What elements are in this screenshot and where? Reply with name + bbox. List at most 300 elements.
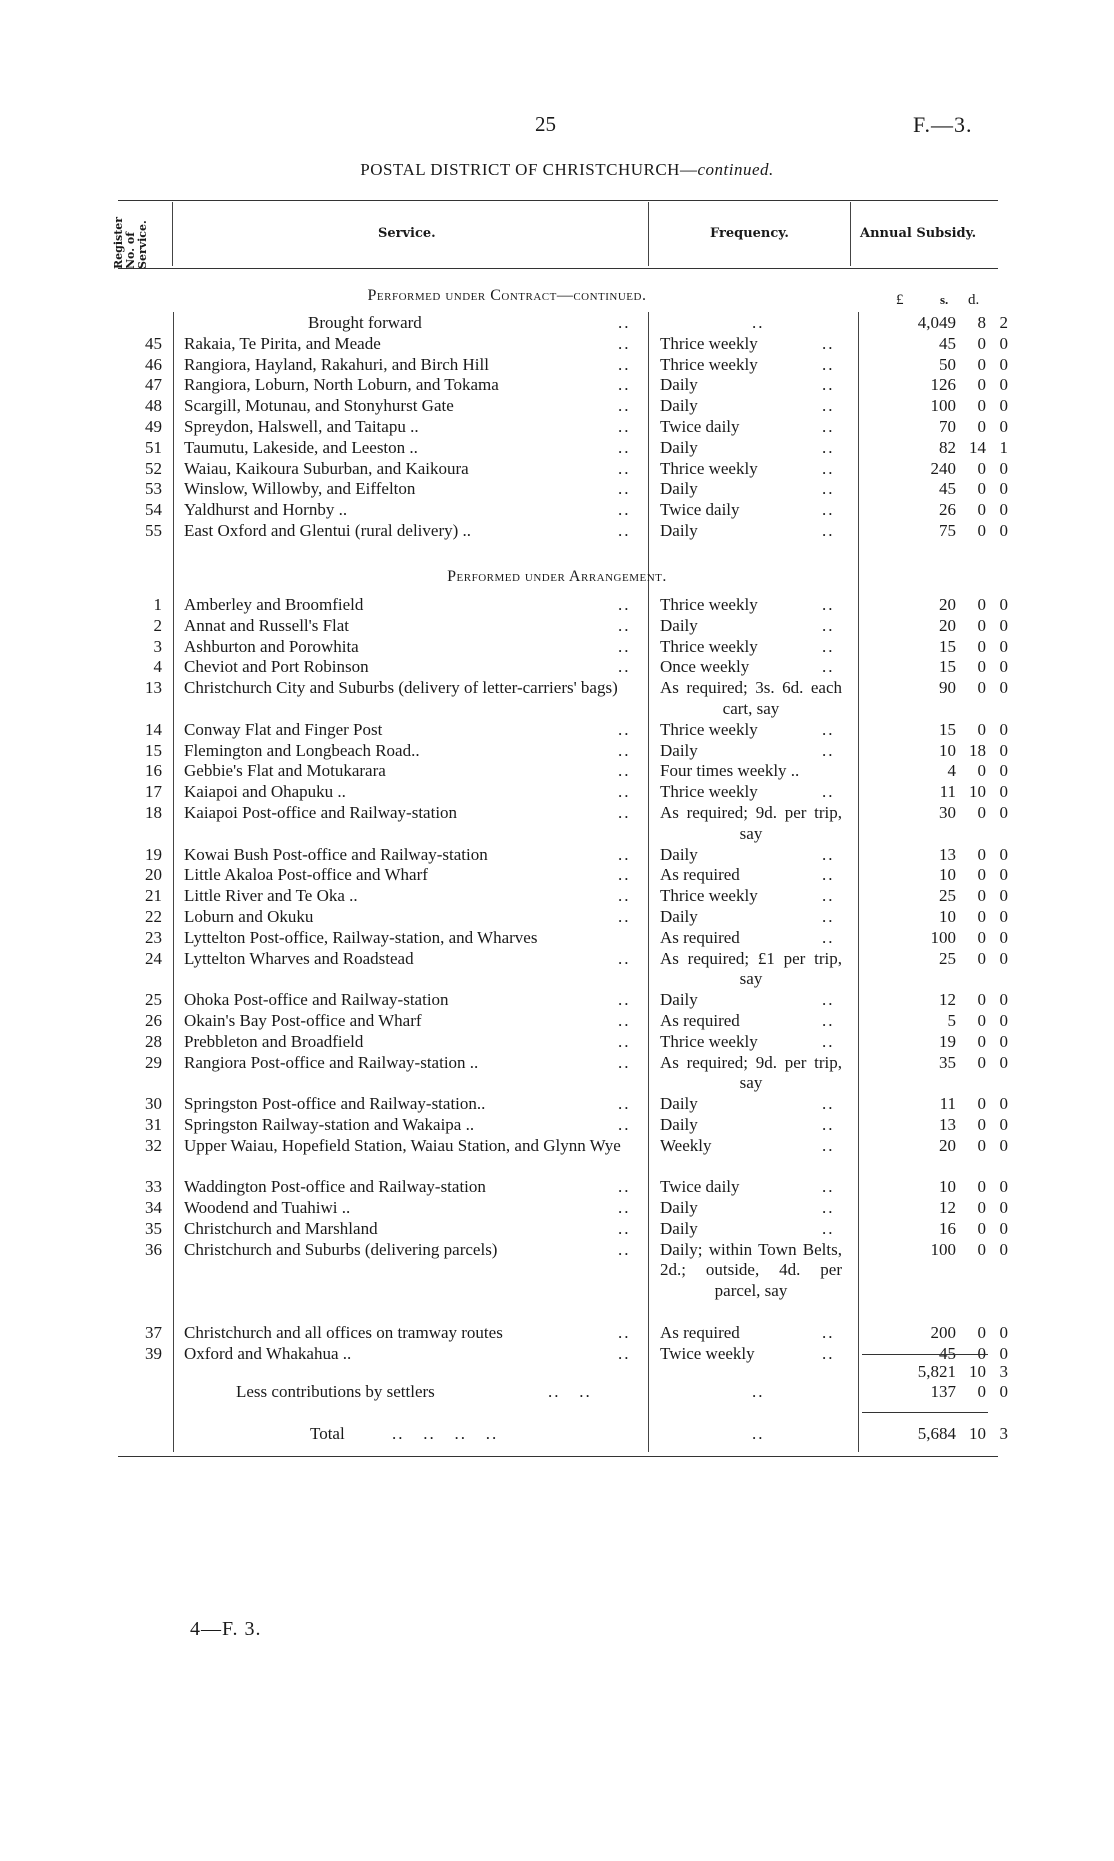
register-number: 53 bbox=[145, 479, 162, 499]
subsidy-pence: 0 bbox=[999, 1219, 1008, 1238]
subsidy-pounds: 75 bbox=[939, 521, 956, 540]
frequency-leader: .. bbox=[822, 1135, 835, 1155]
register-number: 32 bbox=[145, 1135, 162, 1155]
register-number: 13 bbox=[145, 678, 162, 698]
service-name: Kaiapoi and Ohapuku .. bbox=[184, 782, 346, 802]
subsidy-shillings: 0 bbox=[977, 719, 986, 739]
frequency-leader: .. bbox=[822, 479, 835, 499]
service-leader: .. bbox=[618, 500, 631, 520]
table-row bbox=[0, 678, 1114, 720]
subsidy-pence: 0 bbox=[999, 479, 1008, 499]
service-name: Christchurch and Marshland bbox=[184, 1219, 378, 1238]
service-name: Lyttelton Wharves and Roadstead bbox=[184, 948, 414, 968]
subsidy-shillings: 0 bbox=[977, 1094, 986, 1114]
service-column-rule bbox=[648, 202, 649, 266]
less-pence: 0 bbox=[999, 1382, 1008, 1401]
subsidy-pounds: 10 bbox=[939, 740, 956, 760]
subsidy-shillings: 0 bbox=[977, 927, 986, 947]
register-number: 48 bbox=[145, 396, 162, 416]
frequency-leader: .. bbox=[822, 844, 835, 864]
subsidy-pence: 0 bbox=[999, 1239, 1008, 1259]
table-bottom-rule bbox=[118, 1456, 998, 1457]
service-leader: .. bbox=[618, 1198, 631, 1218]
register-number: 29 bbox=[145, 1052, 162, 1072]
table-row bbox=[0, 1136, 1114, 1178]
subsidy-shillings: 0 bbox=[977, 1343, 986, 1363]
subsidy-pounds: 16 bbox=[939, 1219, 956, 1238]
subsidy-pounds: 15 bbox=[939, 719, 956, 739]
frequency-leader: .. bbox=[822, 1031, 835, 1051]
frequency-value: As required bbox=[660, 865, 740, 885]
service-name: Upper Waiau, Hopefield Station, Waiau Station, and Glynn Wye bbox=[184, 1135, 621, 1155]
service-name: Amberley and Broomfield bbox=[184, 595, 364, 614]
less-leader: .. .. bbox=[548, 1382, 592, 1401]
subsidy-pounds: 100 bbox=[930, 396, 956, 416]
frequency-value: Thrice weekly bbox=[660, 719, 758, 739]
table-row bbox=[0, 803, 1114, 845]
table-row bbox=[0, 479, 1114, 500]
subsidy-pence: 0 bbox=[999, 396, 1008, 416]
subsidy-pounds: 10 bbox=[939, 865, 956, 885]
table-row bbox=[0, 1032, 1114, 1053]
frequency-leader: .. bbox=[822, 615, 835, 635]
subsidy-shillings: 0 bbox=[977, 500, 986, 520]
table-row bbox=[0, 1011, 1114, 1032]
subsidy-shillings: 0 bbox=[977, 844, 986, 864]
subsidy-pounds: 10 bbox=[939, 907, 956, 926]
subsidy-pence: 0 bbox=[999, 595, 1008, 614]
table-row bbox=[0, 782, 1114, 803]
frequency-value: Daily bbox=[660, 1115, 698, 1134]
frequency-value: Daily bbox=[660, 1198, 698, 1218]
service-name: Yaldhurst and Hornby .. bbox=[184, 500, 348, 520]
service-name: Oxford and Whakahua .. bbox=[184, 1343, 352, 1363]
subsidy-pence: 0 bbox=[999, 354, 1008, 374]
subtotal-shillings: 10 bbox=[969, 1362, 986, 1381]
table-row bbox=[0, 616, 1114, 637]
frequency-value: Thrice weekly bbox=[660, 458, 758, 478]
less-frequency: .. bbox=[752, 1382, 765, 1401]
frequency-value: Daily bbox=[660, 615, 698, 635]
frequency-value: Once weekly bbox=[660, 657, 750, 677]
subsidy-pence: 0 bbox=[999, 782, 1008, 802]
subsidy-pounds: 70 bbox=[939, 417, 956, 436]
subsidy-pence: 0 bbox=[999, 1011, 1008, 1030]
table-row bbox=[0, 459, 1114, 480]
subsidy-pounds: 13 bbox=[939, 844, 956, 864]
subsidy-pounds: 20 bbox=[939, 615, 956, 635]
service-leader: .. bbox=[618, 865, 631, 885]
table-row bbox=[0, 1115, 1114, 1136]
service-name: Winslow, Willowby, and Eiffelton bbox=[184, 479, 416, 499]
frequency-leader: .. bbox=[822, 521, 835, 540]
subsidy-pence: 0 bbox=[999, 375, 1008, 395]
subsidy-shillings: 0 bbox=[977, 521, 986, 540]
service-leader: .. bbox=[618, 1177, 631, 1197]
frequency-value: Daily bbox=[660, 375, 698, 395]
frequency-value: Four times weekly .. bbox=[660, 761, 800, 781]
table-row bbox=[0, 417, 1114, 438]
service-name: Christchurch City and Suburbs (delivery of letter-carriers' bags) bbox=[184, 678, 618, 698]
frequency-value: Daily bbox=[660, 844, 698, 864]
frequency-value: Daily bbox=[660, 1219, 698, 1238]
service-name: Lyttelton Post-office, Railway-station, and Wharves bbox=[184, 927, 538, 947]
service-name: Loburn and Okuku bbox=[184, 907, 314, 926]
frequency-leader: .. bbox=[822, 927, 835, 947]
frequency-column-rule bbox=[850, 202, 851, 266]
service-name: Annat and Russell's Flat bbox=[184, 615, 350, 635]
register-number: 54 bbox=[145, 500, 162, 520]
table-row bbox=[0, 334, 1114, 355]
frequency-value: Thrice weekly bbox=[660, 636, 758, 656]
subsidy-shillings: 0 bbox=[977, 678, 986, 698]
service-name: Okain's Bay Post-office and Wharf bbox=[184, 1011, 422, 1030]
subsidy-pence: 0 bbox=[999, 907, 1008, 926]
subsidy-pence: 0 bbox=[999, 927, 1008, 947]
frequency-leader: .. bbox=[822, 719, 835, 739]
register-number: 22 bbox=[145, 907, 162, 926]
subsidy-pence: 0 bbox=[999, 1177, 1008, 1197]
subsidy-shillings: 0 bbox=[977, 479, 986, 499]
subsidy-shillings: 0 bbox=[977, 803, 986, 822]
frequency-leader: .. bbox=[822, 1343, 835, 1363]
subsidy-pounds: 100 bbox=[930, 1239, 956, 1259]
subsidy-pounds: 15 bbox=[939, 636, 956, 656]
table-row bbox=[0, 865, 1114, 886]
register-number: 51 bbox=[145, 437, 162, 457]
service-leader: .. bbox=[618, 1219, 631, 1238]
frequency-leader: .. bbox=[822, 354, 835, 374]
title-main: POSTAL DISTRICT OF CHRISTCHURCH— bbox=[360, 160, 698, 179]
register-number: 20 bbox=[145, 865, 162, 885]
service-leader: .. bbox=[618, 990, 631, 1010]
register-number: 15 bbox=[145, 740, 162, 760]
frequency-value: As required; 3s. 6d. each cart, say bbox=[660, 678, 842, 718]
subtotal-pounds: 5,821 bbox=[917, 1362, 956, 1381]
service-leader: .. bbox=[618, 1115, 631, 1134]
service-leader: .. bbox=[618, 521, 631, 540]
subsidy-pence: 0 bbox=[999, 865, 1008, 885]
subsidy-shillings: 0 bbox=[977, 1323, 986, 1342]
subsidy-pence: 0 bbox=[999, 740, 1008, 760]
frequency-value: Daily bbox=[660, 740, 698, 760]
subsidy-pence: 0 bbox=[999, 1323, 1008, 1342]
frequency-leader: .. bbox=[822, 375, 835, 395]
frequency-value: Daily bbox=[660, 437, 698, 457]
subsidy-pounds: 4,049 bbox=[917, 313, 956, 332]
register-number: 23 bbox=[145, 927, 162, 947]
subsidy-shillings: 0 bbox=[977, 396, 986, 416]
frequency-value: Thrice weekly bbox=[660, 595, 758, 614]
service-name: Conway Flat and Finger Post bbox=[184, 719, 383, 739]
frequency-value: Daily bbox=[660, 479, 698, 499]
frequency-leader: .. bbox=[822, 1094, 835, 1114]
register-number: 21 bbox=[145, 886, 162, 906]
frequency-value: Thrice weekly bbox=[660, 782, 758, 802]
frequency-leader: .. bbox=[822, 396, 835, 416]
register-number: 31 bbox=[145, 1115, 162, 1134]
subsidy-pence: 0 bbox=[999, 678, 1008, 698]
frequency-value: Thrice weekly bbox=[660, 333, 758, 353]
subsidy-pounds: 5 bbox=[947, 1011, 956, 1030]
service-name: Rakaia, Te Pirita, and Meade bbox=[184, 333, 381, 353]
subsidy-pounds: 20 bbox=[939, 1135, 956, 1155]
frequency-value: Weekly bbox=[660, 1135, 712, 1155]
subsidy-shillings: 0 bbox=[977, 1115, 986, 1134]
section-title-arrangement: Performed under Arrangement. bbox=[447, 568, 667, 585]
service-name: Springston Railway-station and Wakaipa .. bbox=[184, 1115, 475, 1134]
service-name: Kowai Bush Post-office and Railway-station bbox=[184, 844, 488, 864]
title-suffix: continued. bbox=[697, 160, 774, 179]
service-leader: .. bbox=[618, 354, 631, 374]
less-pounds: 137 bbox=[930, 1382, 956, 1401]
table-row bbox=[0, 637, 1114, 658]
frequency-value: Twice daily bbox=[660, 1177, 740, 1197]
subsidy-shillings: 0 bbox=[977, 865, 986, 885]
unit-pounds: £ bbox=[896, 292, 904, 308]
subsidy-shillings: 0 bbox=[977, 595, 986, 614]
subsidy-pence: 0 bbox=[999, 803, 1008, 822]
subsidy-pence: 1 bbox=[999, 437, 1008, 457]
service-name: Spreydon, Halswell, and Taitapu .. bbox=[184, 417, 419, 436]
register-number: 18 bbox=[145, 803, 162, 822]
total-rule bbox=[862, 1412, 988, 1413]
table-row bbox=[0, 375, 1114, 396]
subsidy-pounds: 12 bbox=[939, 1198, 956, 1218]
less-label: Less contributions by settlers bbox=[236, 1382, 435, 1401]
frequency-leader: .. bbox=[822, 740, 835, 760]
frequency-leader: .. bbox=[822, 500, 835, 520]
frequency-value: Twice daily bbox=[660, 500, 740, 520]
subsidy-shillings: 0 bbox=[977, 1177, 986, 1197]
subsidy-shillings: 0 bbox=[977, 354, 986, 374]
service-name: Scargill, Motunau, and Stonyhurst Gate bbox=[184, 396, 454, 416]
subsidy-pence: 0 bbox=[999, 458, 1008, 478]
frequency-value: As required bbox=[660, 1323, 740, 1342]
frequency-value: Thrice weekly bbox=[660, 354, 758, 374]
service-leader: .. bbox=[618, 740, 631, 760]
subsidy-shillings: 0 bbox=[977, 1219, 986, 1238]
subsidy-shillings: 8 bbox=[977, 313, 986, 332]
table-row bbox=[0, 1198, 1114, 1219]
service-name: Woodend and Tuahiwi .. bbox=[184, 1198, 351, 1218]
register-number: 49 bbox=[145, 417, 162, 436]
frequency-value: Daily bbox=[660, 396, 698, 416]
subsidy-shillings: 0 bbox=[977, 761, 986, 781]
subsidy-pence: 0 bbox=[999, 615, 1008, 635]
subsidy-shillings: 0 bbox=[977, 948, 986, 968]
total-pence: 3 bbox=[999, 1424, 1008, 1443]
frequency-value: Daily; within Town Belts, 2d.; outside, 4d. per parcel, say bbox=[660, 1239, 842, 1300]
frequency-leader: .. bbox=[822, 1219, 835, 1238]
frequency-leader: .. bbox=[822, 636, 835, 656]
subsidy-pounds: 11 bbox=[939, 1094, 956, 1114]
subsidy-pence: 0 bbox=[999, 1115, 1008, 1134]
subsidy-pence: 0 bbox=[999, 636, 1008, 656]
service-name: Rangiora Post-office and Railway-station .. bbox=[184, 1052, 479, 1072]
table-row bbox=[0, 396, 1114, 417]
table-row bbox=[0, 657, 1114, 678]
frequency-value: .. bbox=[752, 313, 765, 332]
subsidy-shillings: 0 bbox=[977, 1052, 986, 1072]
register-header: Register No. of Service. bbox=[112, 216, 149, 269]
subsidy-header: Annual Subsidy. bbox=[860, 226, 977, 241]
register-number: 3 bbox=[153, 636, 162, 656]
unit-pence: d. bbox=[968, 292, 980, 308]
table-row bbox=[0, 949, 1114, 991]
service-name: Little River and Te Oka .. bbox=[184, 886, 358, 906]
table-row bbox=[0, 1094, 1114, 1115]
table-row bbox=[0, 907, 1114, 928]
table-row bbox=[0, 720, 1114, 741]
service-name: Waiau, Kaikoura Suburban, and Kaikoura bbox=[184, 458, 469, 478]
page-number: 25 bbox=[535, 112, 556, 136]
subsidy-pounds: 45 bbox=[939, 333, 956, 353]
frequency-leader: .. bbox=[822, 458, 835, 478]
subsidy-pounds: 35 bbox=[939, 1052, 956, 1072]
subsidy-pence: 0 bbox=[999, 500, 1008, 520]
register-number: 24 bbox=[145, 948, 162, 968]
subsidy-pounds: 126 bbox=[930, 375, 956, 395]
table-row bbox=[0, 1177, 1114, 1198]
subsidy-pence: 0 bbox=[999, 1198, 1008, 1218]
table-top-rule bbox=[118, 200, 998, 201]
subsidy-pounds: 19 bbox=[939, 1031, 956, 1051]
register-number: 2 bbox=[153, 615, 162, 635]
frequency-value: Daily bbox=[660, 990, 698, 1010]
total-row bbox=[0, 1424, 1114, 1444]
subsidy-pounds: 26 bbox=[939, 500, 956, 520]
service-leader: .. bbox=[618, 396, 631, 416]
table-row bbox=[0, 886, 1114, 907]
table-row bbox=[0, 355, 1114, 376]
service-name: Rangiora, Loburn, North Loburn, and Tokama bbox=[184, 375, 499, 395]
frequency-leader: .. bbox=[822, 990, 835, 1010]
table-row bbox=[0, 1240, 1114, 1323]
frequency-value: Twice daily bbox=[660, 417, 740, 436]
subsidy-pence: 0 bbox=[999, 1031, 1008, 1051]
service-leader: .. bbox=[618, 1031, 631, 1051]
subsidy-shillings: 0 bbox=[977, 375, 986, 395]
frequency-value: Daily bbox=[660, 907, 698, 926]
subsidy-shillings: 0 bbox=[977, 458, 986, 478]
frequency-leader: .. bbox=[822, 886, 835, 906]
subsidy-shillings: 18 bbox=[969, 740, 986, 760]
subsidy-pounds: 20 bbox=[939, 595, 956, 614]
register-number: 47 bbox=[145, 375, 162, 395]
service-name: Ashburton and Porowhita bbox=[184, 636, 359, 656]
frequency-leader: .. bbox=[822, 1177, 835, 1197]
table-header-rule bbox=[118, 268, 998, 269]
subsidy-shillings: 14 bbox=[969, 437, 986, 457]
service-leader: .. bbox=[618, 803, 631, 822]
register-number: 19 bbox=[145, 844, 162, 864]
frequency-leader: .. bbox=[822, 865, 835, 885]
total-frequency: .. bbox=[752, 1424, 765, 1443]
frequency-value: As required bbox=[660, 927, 740, 947]
table-row bbox=[0, 761, 1114, 782]
subsidy-pounds: 25 bbox=[939, 948, 956, 968]
register-number: 37 bbox=[145, 1323, 162, 1342]
total-shillings: 10 bbox=[969, 1424, 986, 1443]
subsidy-pence: 0 bbox=[999, 1135, 1008, 1155]
total-leader: .. .. .. .. bbox=[392, 1424, 499, 1443]
subsidy-shillings: 0 bbox=[977, 333, 986, 353]
subsidy-pence: 0 bbox=[999, 761, 1008, 781]
subsidy-shillings: 0 bbox=[977, 1198, 986, 1218]
service-leader: .. bbox=[618, 313, 631, 332]
register-number: 25 bbox=[145, 990, 162, 1010]
subsidy-shillings: 0 bbox=[977, 615, 986, 635]
subsidy-shillings: 0 bbox=[977, 1031, 986, 1051]
frequency-value: Thrice weekly bbox=[660, 886, 758, 906]
subsidy-pounds: 50 bbox=[939, 354, 956, 374]
subsidy-pence: 0 bbox=[999, 990, 1008, 1010]
register-number: 4 bbox=[153, 657, 162, 677]
service-header: Service. bbox=[378, 226, 436, 241]
subsidy-pounds: 25 bbox=[939, 886, 956, 906]
page-title bbox=[0, 160, 1114, 180]
subsidy-pounds: 82 bbox=[939, 437, 956, 457]
total-pounds: 5,684 bbox=[917, 1424, 956, 1443]
service-leader: .. bbox=[618, 1239, 631, 1259]
table-row bbox=[0, 1053, 1114, 1095]
service-leader: .. bbox=[618, 479, 631, 499]
subsidy-shillings: 0 bbox=[977, 1135, 986, 1155]
service-leader: .. bbox=[618, 636, 631, 656]
service-leader: .. bbox=[618, 1343, 631, 1363]
service-name: Ohoka Post-office and Railway-station bbox=[184, 990, 449, 1010]
subsidy-shillings: 0 bbox=[977, 657, 986, 677]
service-leader: .. bbox=[618, 948, 631, 968]
register-number: 46 bbox=[145, 354, 162, 374]
service-name: Kaiapoi Post-office and Railway-station bbox=[184, 803, 458, 822]
register-number: 55 bbox=[145, 521, 162, 540]
frequency-leader: .. bbox=[822, 907, 835, 926]
subsidy-pence: 0 bbox=[999, 1052, 1008, 1072]
subsidy-pounds: 10 bbox=[939, 1177, 956, 1197]
table-row bbox=[0, 1323, 1114, 1344]
frequency-leader: .. bbox=[822, 333, 835, 353]
service-leader: .. bbox=[618, 615, 631, 635]
frequency-leader: .. bbox=[822, 417, 835, 436]
subsidy-pence: 0 bbox=[999, 333, 1008, 353]
subsidy-pounds: 45 bbox=[939, 479, 956, 499]
register-number: 45 bbox=[145, 333, 162, 353]
frequency-value: As required; £1 per trip, say bbox=[660, 948, 842, 989]
frequency-leader: .. bbox=[822, 1115, 835, 1134]
footer-signature: 4—F. 3. bbox=[190, 1618, 262, 1640]
subsidy-pounds: 45 bbox=[939, 1343, 956, 1363]
frequency-value: As required; 9d. per trip, say bbox=[660, 1052, 842, 1093]
frequency-value: As required; 9d. per trip, say bbox=[660, 803, 842, 843]
frequency-leader: .. bbox=[822, 657, 835, 677]
register-number: 36 bbox=[145, 1239, 162, 1259]
service-name: Christchurch and all offices on tramway routes bbox=[184, 1323, 503, 1342]
subsidy-pounds: 200 bbox=[930, 1323, 956, 1342]
frequency-leader: .. bbox=[822, 437, 835, 457]
register-number: 34 bbox=[145, 1198, 162, 1218]
subtotal-rule bbox=[862, 1354, 988, 1355]
frequency-value: Daily bbox=[660, 1094, 698, 1114]
subsidy-pence: 0 bbox=[999, 1343, 1008, 1363]
subsidy-shillings: 0 bbox=[977, 417, 986, 436]
service-name: Prebbleton and Broadfield bbox=[184, 1031, 364, 1051]
subsidy-shillings: 0 bbox=[977, 1239, 986, 1259]
subsidy-pounds: 240 bbox=[930, 458, 956, 478]
unit-shillings: s. bbox=[940, 292, 949, 307]
service-name: Springston Post-office and Railway-station.. bbox=[184, 1094, 486, 1114]
